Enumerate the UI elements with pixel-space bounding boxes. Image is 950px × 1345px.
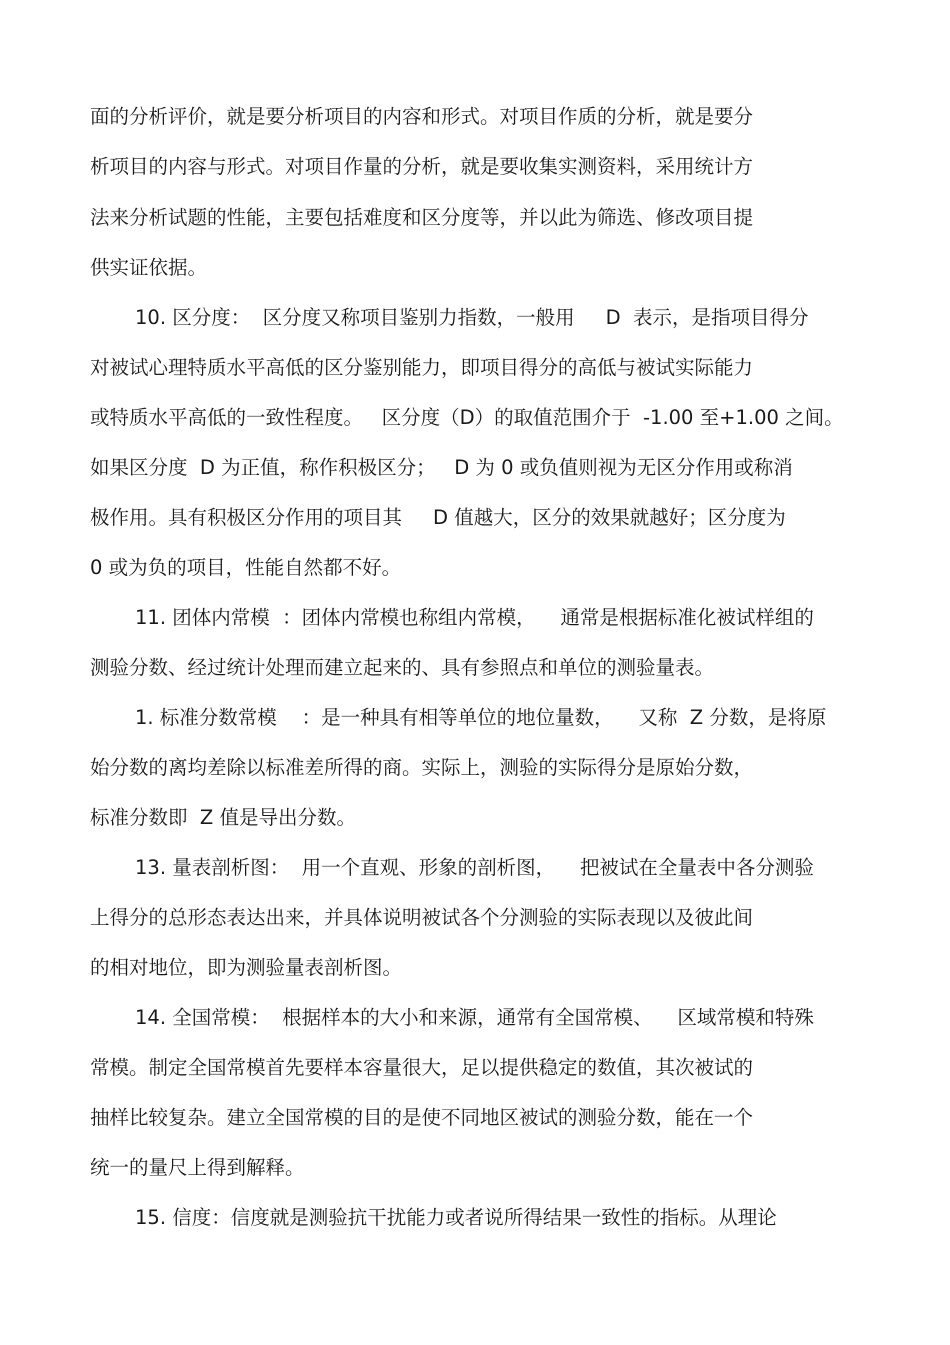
paragraph-first-line: 11. 团体内常模 ：团体内常模也称组内常模， 通常是根据标准化被试样组的	[135, 606, 814, 629]
text-line: 测验分数、经过统计处理而建立起来的、具有参照点和单位的测验量表。	[90, 656, 715, 679]
text-line: 的相对地位，即为测验量表剖析图。	[90, 956, 403, 979]
text-line: 始分数的离均差除以标准差所得的商。实际上，测验的实际得分是原始分数，	[90, 756, 754, 779]
paragraph-first-line: 1. 标准分数常模 ：是一种具有相等单位的地位量数， 又称 Z 分数，是将原	[135, 706, 827, 729]
text-line: 对被试心理特质水平高低的区分鉴别能力，即项目得分的高低与被试实际能力	[90, 356, 754, 379]
text-line: 供实证依据。	[90, 256, 208, 279]
paragraph-first-line: 14. 全国常模： 根据样本的大小和来源，通常有全国常模、 区域常模和特殊	[135, 1006, 814, 1029]
text-line: 抽样比较复杂。建立全国常模的目的是使不同地区被试的测验分数，能在一个	[90, 1106, 754, 1129]
text-line: 如果区分度 D 为正值，称作积极区分； D 为 0 或负值则视为无区分作用或称消	[90, 456, 793, 479]
paragraph-first-line: 13. 量表剖析图： 用一个直观、形象的剖析图， 把被试在全量表中各分测验	[135, 856, 814, 879]
paragraph-first-line: 10. 区分度： 区分度又称项目鉴别力指数，一般用 D 表示，是指项目得分	[135, 306, 809, 329]
paragraph-first-line: 15. 信度：信度就是测验抗干扰能力或者说所得结果一致性的指标。从理论	[135, 1206, 777, 1229]
text-line: 标准分数即 Z 值是导出分数。	[90, 806, 356, 829]
text-line: 极作用。具有积极区分作用的项目其 D 值越大，区分的效果就越好；区分度为	[90, 506, 786, 529]
text-line: 0 或为负的项目，性能自然都不好。	[90, 556, 402, 579]
text-line: 统一的量尺上得到解释。	[90, 1156, 305, 1179]
text-line: 常模。制定全国常模首先要样本容量很大，足以提供稳定的数值，其次被试的	[90, 1056, 754, 1079]
text-line: 析项目的内容与形式。对项目作量的分析，就是要收集实测资料，采用统计方	[90, 155, 754, 178]
text-line: 面的分析评价，就是要分析项目的内容和形式。对项目作质的分析，就是要分	[90, 105, 754, 128]
text-line: 法来分析试题的性能，主要包括难度和区分度等，并以此为筛选、修改项目提	[90, 206, 754, 229]
text-line: 或特质水平高低的一致性程度。 区分度（D）的取值范围介于 -1.00 至+1.00 之间。	[90, 406, 844, 429]
text-line: 上得分的总形态表达出来，并具体说明被试各个分测验的实际表现以及彼此间	[90, 906, 754, 929]
